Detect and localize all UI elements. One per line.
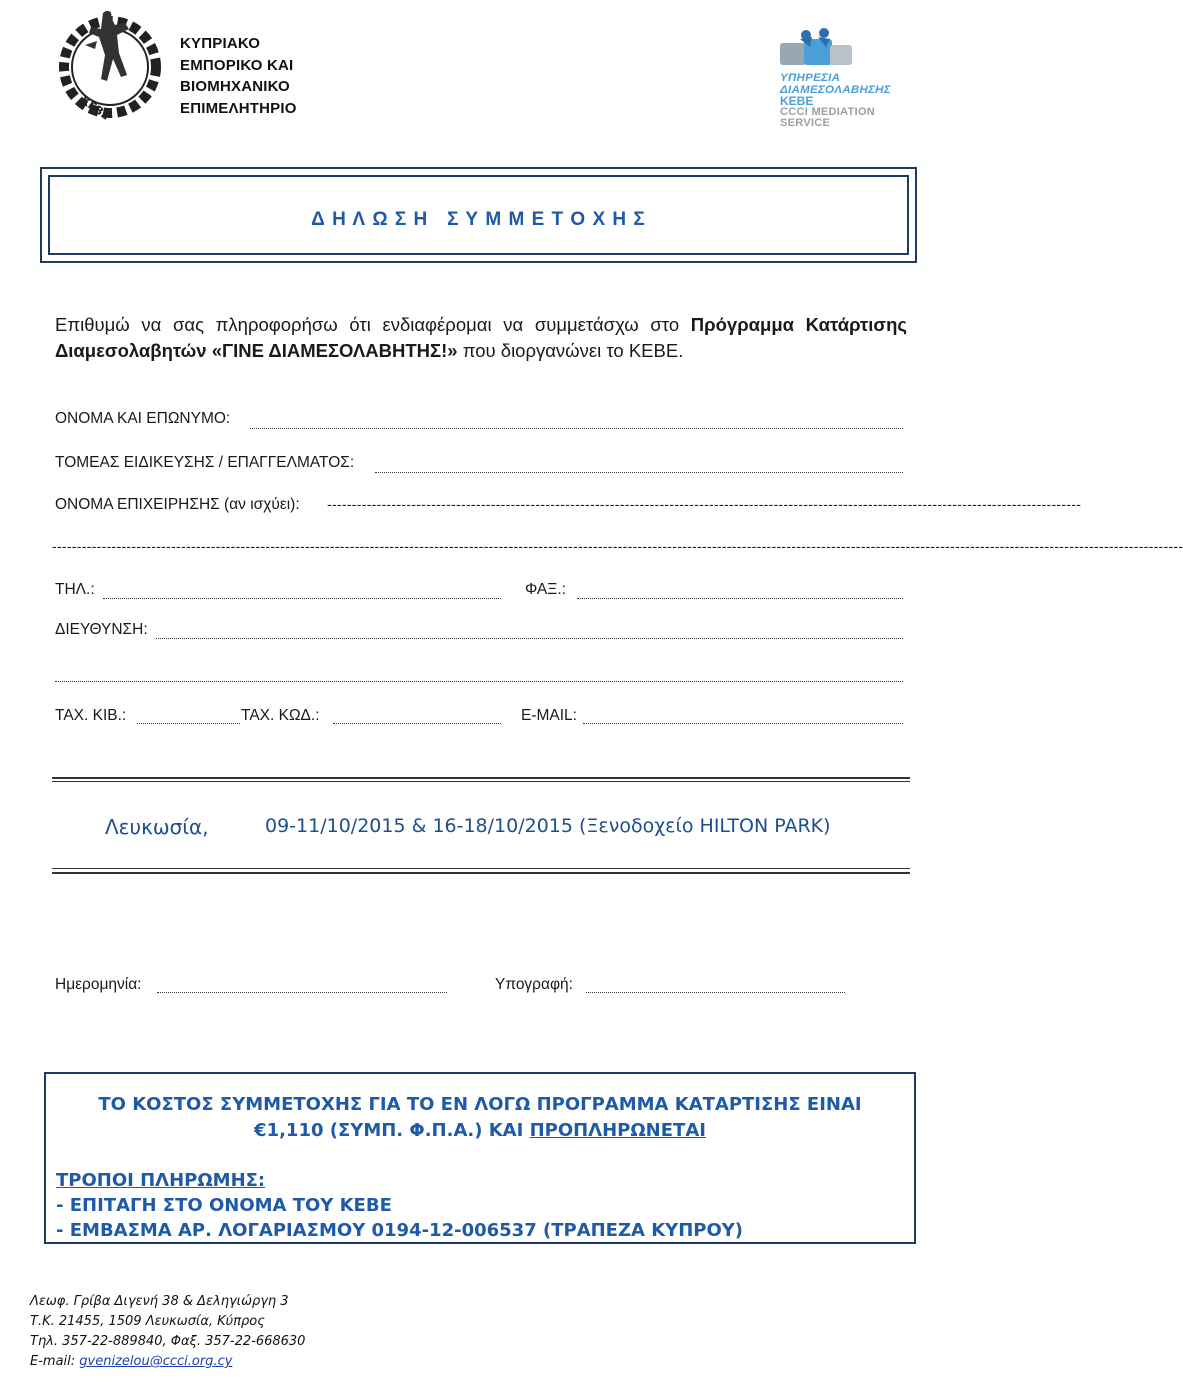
intro-paragraph [55, 312, 907, 364]
date-field[interactable] [157, 992, 447, 993]
footer-email-label: E-mail: [30, 1354, 80, 1369]
cost-box [44, 1072, 916, 1244]
kebe-logo-line: ΕΠΙΜΕΛΗΤΗΡΙΟ [180, 99, 297, 117]
mediation-logo-line: SERVICE [780, 117, 831, 129]
mediation-logo-line: ΔΙΑΜΕΣΟΛΑΒΗΣΗΣ [780, 84, 891, 96]
footer-email-line [30, 1352, 305, 1372]
divider-top [52, 777, 910, 779]
signature-label: Υπογραφή: [495, 976, 573, 993]
postcode-label: ΤΑΧ. ΚΩΔ.: [241, 707, 320, 724]
footer-phones: Τηλ. 357-22-889840, Φαξ. 357-22-668630 [30, 1334, 306, 1349]
kebe-seal-text: ΚΕΒΕ [78, 93, 112, 123]
company-field[interactable]: -------------------------------------------------------------------------------------------------------------------------------------------------------- [327, 496, 1082, 512]
sector-label: ΤΟΜΕΑΣ ΕΙΔΙΚΕΥΣΗΣ / ΕΠΑΓΓΕΛΜΑΤΟΣ: [55, 454, 355, 471]
footer-contact [30, 1292, 305, 1372]
postcode-field[interactable] [333, 723, 501, 724]
kebe-logo-line: ΒΙΟΜΗΧΑΝΙΚΟ [180, 78, 290, 95]
mediation-logo-line: CCCI MEDIATION [780, 106, 876, 118]
address-field[interactable] [156, 638, 903, 639]
company-field-line2[interactable]: ------------------------------------------------------------------------------------------------------------------------------------------------------------------------------------------------------------------------------------ [52, 538, 1183, 554]
mediation-logo-line: ΚΕΒΕ [780, 94, 814, 108]
divider-top-thin [52, 781, 910, 782]
name-label: ΟΝΟΜΑ ΚΑΙ ΕΠΩΝΥΜΟ: [55, 410, 231, 427]
divider-bottom [52, 872, 910, 874]
event-info [105, 815, 831, 839]
mediation-logo-line: ΥΠΗΡΕΣΙΑ [780, 72, 841, 84]
pobox-field[interactable] [137, 723, 240, 724]
company-label: ΟΝΟΜΑ ΕΠΙΧΕΙΡΗΣΗΣ (αν ισχύει): [55, 496, 300, 513]
footer-postal: Τ.Κ. 21455, 1509 Λευκωσία, Κύπρος [30, 1314, 265, 1329]
kebe-logo-text [180, 33, 297, 119]
title-box-inner [48, 175, 909, 255]
name-field[interactable] [250, 428, 903, 429]
kebe-logo-line: ΚΥΠΡΙΑΚΟ [180, 35, 261, 52]
footer-address: Λεωφ. Γρίβα Διγενή 38 & Δεληγιώργη 3 [30, 1294, 289, 1309]
fax-label: ΦΑΞ.: [525, 581, 566, 598]
sector-field[interactable] [375, 472, 903, 473]
pobox-label: ΤΑΧ. ΚΙΒ.: [55, 707, 127, 724]
cost-line-2 [46, 1120, 914, 1141]
phone-field[interactable] [103, 598, 501, 599]
address-field-line2[interactable] [55, 681, 903, 682]
intro-text-end: που διοργανώνει το ΚΕΒΕ. [457, 340, 684, 361]
event-dates: 09-11/10/2015 & 16-18/10/2015 (Ξενοδοχείο HILTON PARK) [265, 815, 831, 837]
divider-bottom-thin [52, 868, 910, 869]
payment-method-transfer: - ΕΜΒΑΣΜΑ ΑΡ. ΛΟΓΑΡΙΑΣΜΟΥ 0194-12-006537 (ΤΡΑΠΕΖΑ ΚΥΠΡΟΥ) [56, 1220, 744, 1241]
signature-field[interactable] [586, 992, 845, 993]
email-field[interactable] [583, 723, 903, 724]
email-label: E-MAIL: [521, 707, 577, 724]
cost-amount: €1,110 (ΣΥΜΠ. Φ.Π.Α.) ΚΑΙ [254, 1120, 530, 1141]
phone-label: ΤΗΛ.: [55, 581, 95, 598]
payment-method-cheque: - ΕΠΙΤΑΓΗ ΣΤΟ ΟΝΟΜΑ ΤΟΥ ΚΕΒΕ [56, 1195, 392, 1216]
mediation-puzzle-logo [760, 25, 940, 75]
cost-line-1: ΤΟ ΚΟΣΤΟΣ ΣΥΜΜΕΤΟΧΗΣ ΓΙΑ ΤΟ ΕΝ ΛΟΓΩ ΠΡΟΓΡΑΜΜΑ ΚΑΤΑΡΤΙΣΗΣ ΕΙΝΑΙ [98, 1094, 862, 1115]
kebe-emblem-logo [55, 5, 165, 125]
kebe-logo-line: ΕΜΠΟΡΙΚΟ ΚΑΙ [180, 56, 294, 74]
payment-methods-title: ΤΡΟΠΟΙ ΠΛΗΡΩΜΗΣ: [56, 1170, 266, 1191]
address-label: ΔΙΕΥΘΥΝΣΗ: [55, 621, 148, 638]
programme-name: Πρόγραμμα Κατάρτισης Διαμεσολαβητών «ΓΙΝΕ ΔΙΑΜΕΣΟΛΑΒΗΤΗΣ!» [55, 314, 907, 361]
date-label: Ημερομηνία: [55, 976, 142, 993]
event-city: Λευκωσία, [105, 815, 209, 839]
page-title: Δ Η Λ Ω Σ Η Σ Υ Μ Μ Ε Τ Ο Χ Η Σ [311, 209, 646, 230]
mediation-logo-text [780, 72, 891, 129]
prepaid-note: ΠΡΟΠΛΗΡΩΝΕΤΑΙ [529, 1120, 706, 1141]
footer-email-link[interactable]: gvenizelou@ccci.org.cy [79, 1354, 233, 1369]
intro-text: Επιθυμώ να σας πληροφορήσω ότι ενδιαφέρομαι να συμμετάσχω στο [55, 314, 691, 335]
fax-field[interactable] [577, 598, 903, 599]
title-box [40, 167, 917, 263]
